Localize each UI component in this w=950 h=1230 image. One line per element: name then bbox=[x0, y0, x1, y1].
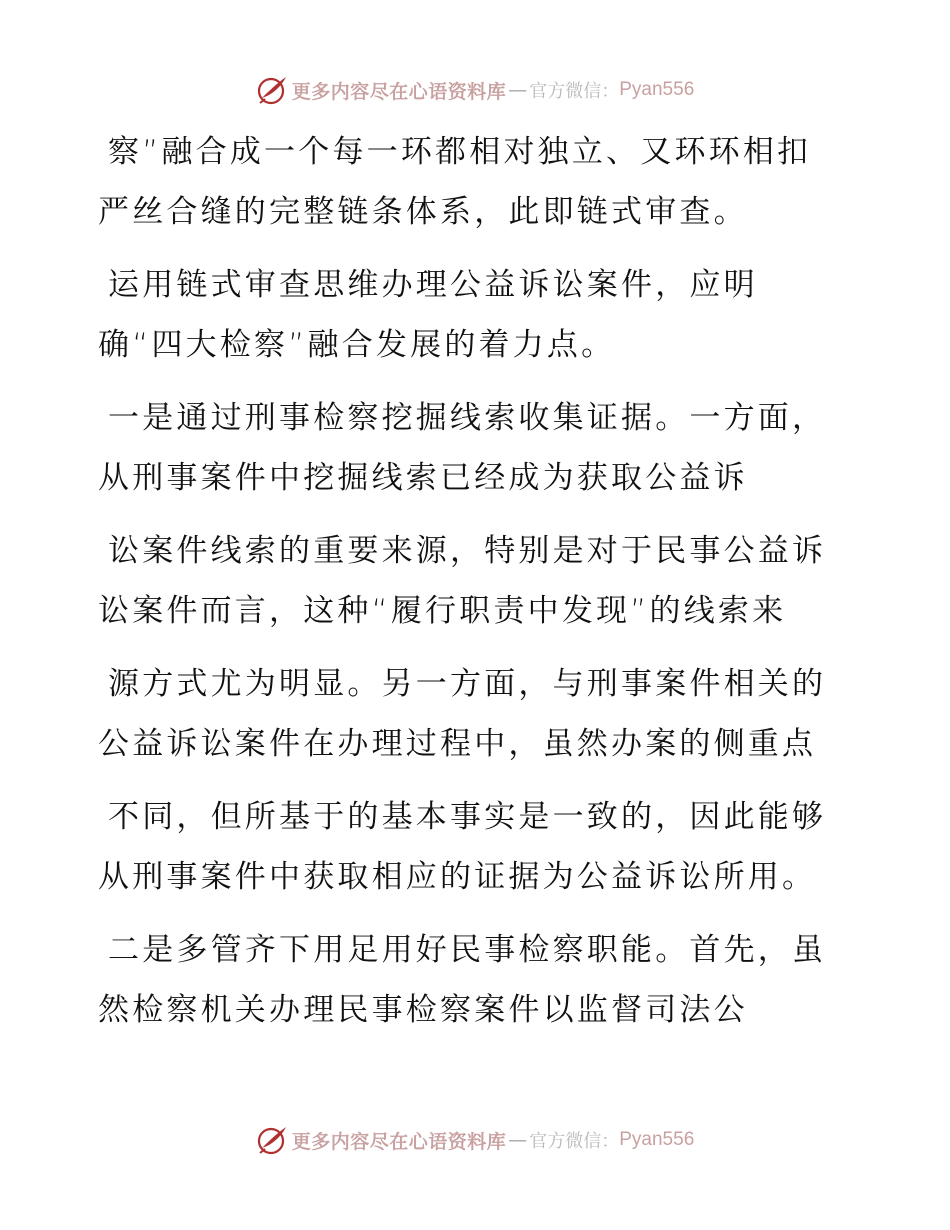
footer-brand-text: 更多内容尽在心语资料库 bbox=[291, 1130, 507, 1153]
header-wechat-id: Pyan556 bbox=[619, 79, 695, 100]
paragraph bbox=[98, 521, 858, 641]
paragraph bbox=[98, 122, 858, 242]
document-body bbox=[98, 122, 858, 1040]
footer-watermark bbox=[0, 1120, 950, 1160]
header-watermark bbox=[0, 70, 950, 110]
text-line: 不同，但所基于的基本事实是一致的，因此能够 bbox=[108, 799, 827, 835]
footer-dash: — bbox=[508, 1129, 528, 1151]
paragraph bbox=[98, 654, 858, 774]
footer-wechat-label: 官方微信： bbox=[529, 1131, 620, 1152]
text-line: 公益诉讼案件在办理过程中，虽然办案的侧重点 bbox=[98, 726, 817, 762]
paragraph bbox=[98, 920, 858, 1040]
header-dash: — bbox=[508, 79, 528, 101]
paragraph bbox=[98, 255, 858, 375]
paragraph bbox=[98, 787, 858, 907]
quill-logo-icon bbox=[256, 1124, 288, 1156]
footer-wechat-id: Pyan556 bbox=[619, 1129, 695, 1150]
header-brand-text: 更多内容尽在心语资料库 bbox=[291, 80, 507, 103]
quill-logo-icon bbox=[256, 74, 288, 106]
text-line: 讼案件线索的重要来源，特别是对于民事公益诉 bbox=[108, 533, 827, 569]
text-line: 确“四大检察”融合发展的着力点。 bbox=[98, 327, 616, 363]
paragraph bbox=[98, 388, 858, 508]
text-line: 严丝合缝的完整链条体系，此即链式审查。 bbox=[98, 194, 748, 230]
text-line: 察”融合成一个每一环都相对独立、又环环相扣 bbox=[108, 134, 812, 170]
text-line: 然检察机关办理民事检察案件以监督司法公 bbox=[98, 992, 748, 1028]
text-line: 二是多管齐下用足用好民事检察职能。首先，虽 bbox=[108, 932, 827, 968]
header-wechat-label: 官方微信： bbox=[529, 81, 620, 102]
text-line: 从刑事案件中挖掘线索已经成为获取公益诉 bbox=[98, 460, 748, 496]
text-line: 一是通过刑事检察挖掘线索收集证据。一方面， bbox=[108, 400, 827, 436]
text-line: 源方式尤为明显。另一方面，与刑事案件相关的 bbox=[108, 666, 827, 702]
text-line: 讼案件而言，这种“履行职责中发现”的线索来 bbox=[98, 593, 787, 629]
text-line: 运用链式审查思维办理公益诉讼案件，应明 bbox=[108, 267, 758, 303]
text-line: 从刑事案件中获取相应的证据为公益诉讼所用。 bbox=[98, 859, 817, 895]
